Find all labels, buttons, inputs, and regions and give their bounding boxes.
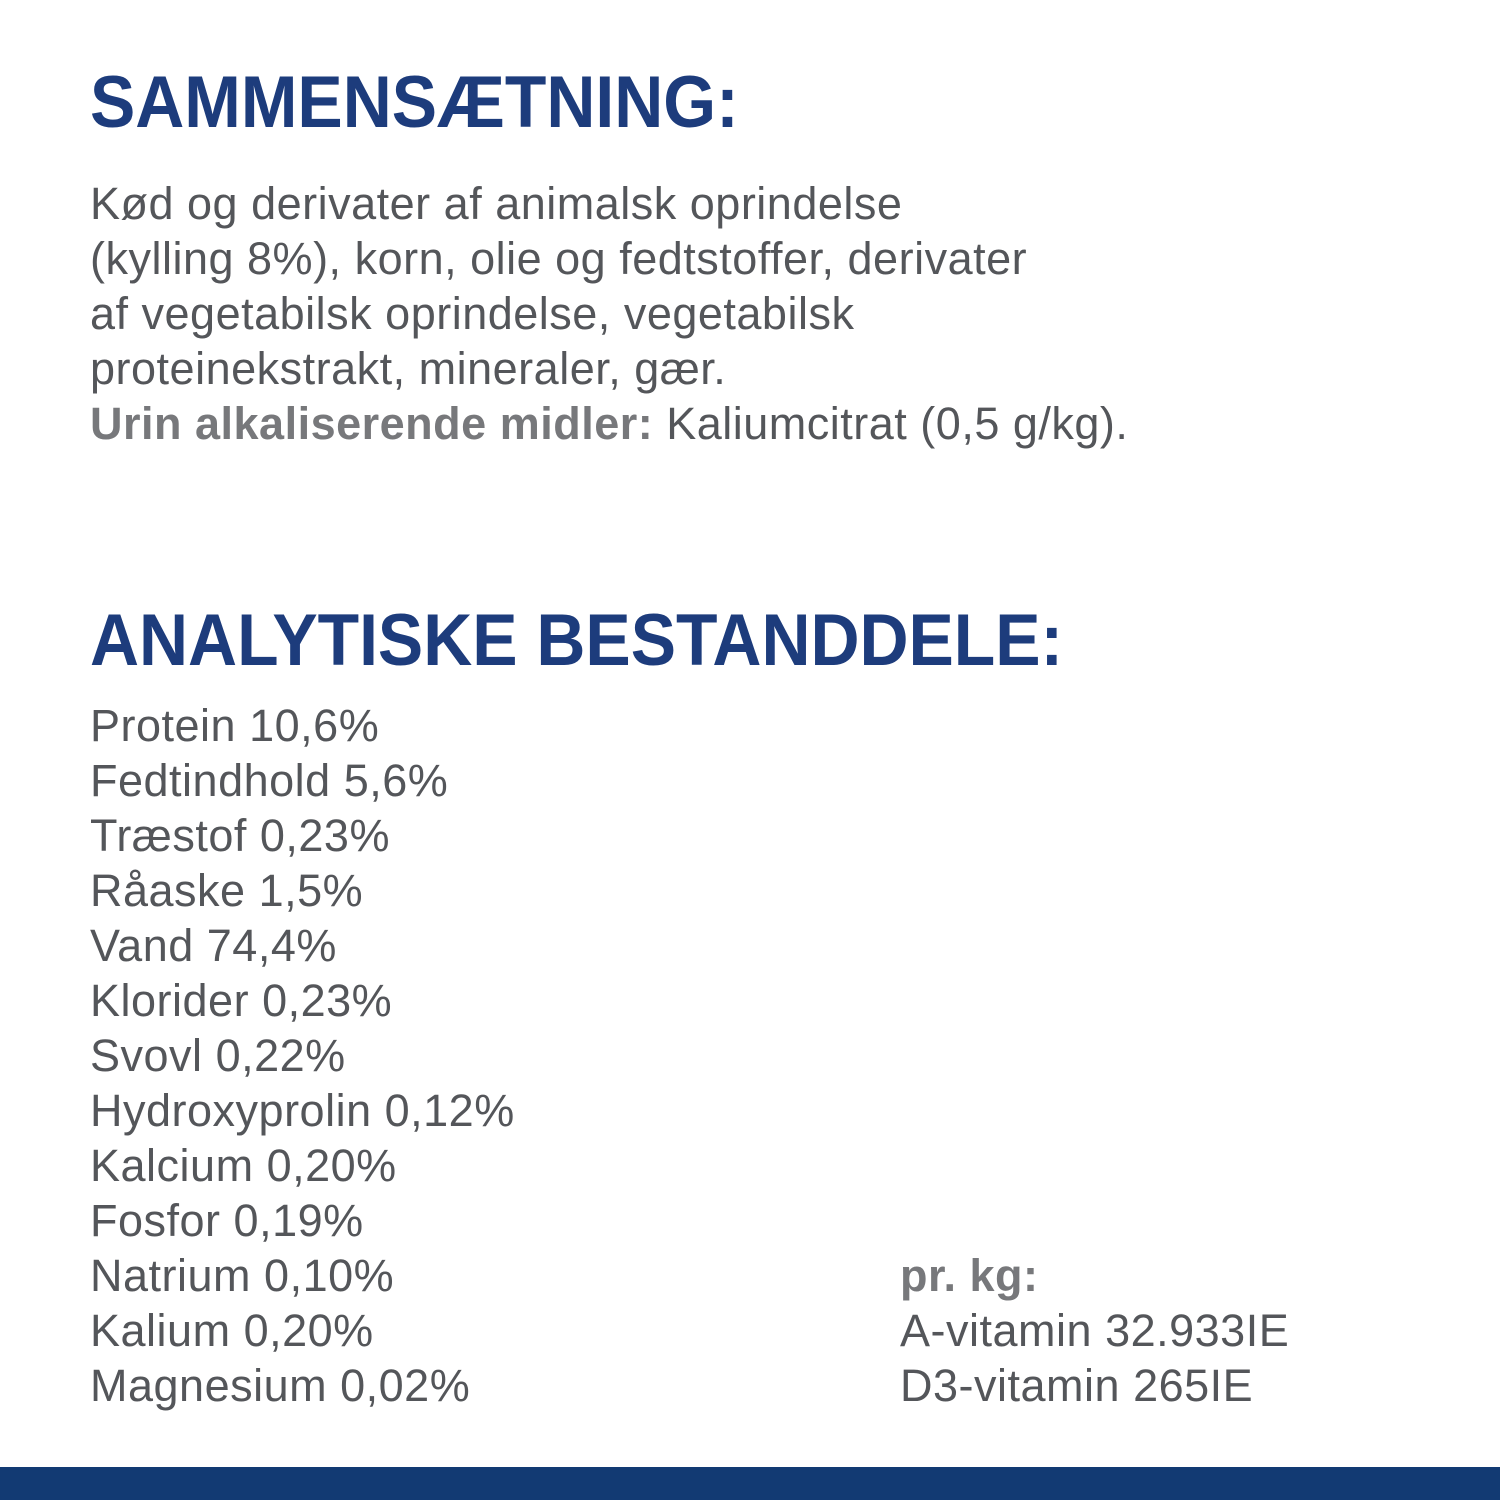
- nutrient-row: [90, 973, 515, 1028]
- vitamin-row: [900, 1303, 1289, 1358]
- urinary-alkalizing-label: Urin alkaliserende midler:: [90, 398, 654, 449]
- nutrient-row-name: Magnesium: [90, 1360, 328, 1411]
- composition-heading: SAMMENSÆTNING:: [90, 62, 739, 143]
- nutrient-row-value: 10,6%: [249, 700, 380, 751]
- ingredient-line: af vegetabilsk oprindelse, vegetabilsk: [90, 288, 855, 339]
- nutrient-row: [90, 1358, 515, 1413]
- vitamin-row-value: 32.933IE: [1105, 1305, 1290, 1356]
- nutrient-row-value: 0,20%: [266, 1140, 397, 1191]
- nutrient-row-value: 0,10%: [264, 1250, 395, 1301]
- nutrient-row-name: Vand: [90, 920, 194, 971]
- nutrient-row-name: Svovl: [90, 1030, 203, 1081]
- nutrient-row: [90, 808, 515, 863]
- nutrient-row-value: 0,23%: [262, 975, 393, 1026]
- nutrient-row-value: 5,6%: [343, 755, 449, 806]
- ingredient-line: (kylling 8%), korn, olie og fedtstoffer, derivater: [90, 233, 1028, 284]
- nutrient-row-name: Protein: [90, 700, 237, 751]
- per-kg-block: [900, 1248, 1289, 1413]
- nutrient-row: [90, 698, 515, 753]
- nutrient-row: [90, 1028, 515, 1083]
- nutrient-row-name: Træstof: [90, 810, 247, 861]
- nutrient-row-value: 0,19%: [233, 1195, 364, 1246]
- nutrient-row-value: 0,20%: [243, 1305, 374, 1356]
- nutrient-row-value: 0,22%: [215, 1030, 346, 1081]
- nutrient-row-value: 0,23%: [259, 810, 390, 861]
- vitamin-row: [900, 1358, 1289, 1413]
- vitamin-row-value: 265IE: [1133, 1360, 1254, 1411]
- nutrient-row-name: Råaske: [90, 865, 246, 916]
- vitamin-row-name: A-vitamin: [900, 1305, 1093, 1356]
- nutrient-row: [90, 753, 515, 808]
- ingredient-line: proteinekstrakt, mineraler, gær.: [90, 343, 727, 394]
- nutrient-row: [90, 1193, 515, 1248]
- nutrient-row-name: Fosfor: [90, 1195, 221, 1246]
- nutrient-row: [90, 1083, 515, 1138]
- vitamin-list: [900, 1303, 1289, 1413]
- urinary-alkalizing-value: Kaliumcitrat (0,5 g/kg).: [666, 398, 1129, 449]
- nutrient-row: [90, 863, 515, 918]
- nutrient-row: [90, 918, 515, 973]
- nutrient-row-name: Kalium: [90, 1305, 231, 1356]
- nutrient-row-name: Klorider: [90, 975, 250, 1026]
- nutrient-row-value: 1,5%: [258, 865, 364, 916]
- urinary-alkalizing-line: [90, 396, 1128, 451]
- nutrient-list: [90, 698, 515, 1413]
- analysis-heading: ANALYTISKE BESTANDDELE:: [90, 600, 1064, 681]
- nutrient-row-value: 0,12%: [384, 1085, 515, 1136]
- footer-bar: [0, 1467, 1500, 1500]
- composition-text: [90, 176, 1128, 451]
- nutrient-row-value: 74,4%: [206, 920, 337, 971]
- nutrient-row-name: Hydroxyprolin: [90, 1085, 372, 1136]
- vitamin-row-name: D3-vitamin: [900, 1360, 1121, 1411]
- nutrient-row: [90, 1138, 515, 1193]
- nutrient-row: [90, 1303, 515, 1358]
- per-kg-label: pr. kg:: [900, 1250, 1039, 1301]
- nutrient-row: [90, 1248, 515, 1303]
- nutrient-row-name: Natrium: [90, 1250, 252, 1301]
- nutrient-row-value: 0,02%: [340, 1360, 471, 1411]
- ingredient-line: Kød og derivater af animalsk oprindelse: [90, 178, 903, 229]
- nutrient-row-name: Kalcium: [90, 1140, 254, 1191]
- nutrient-row-name: Fedtindhold: [90, 755, 331, 806]
